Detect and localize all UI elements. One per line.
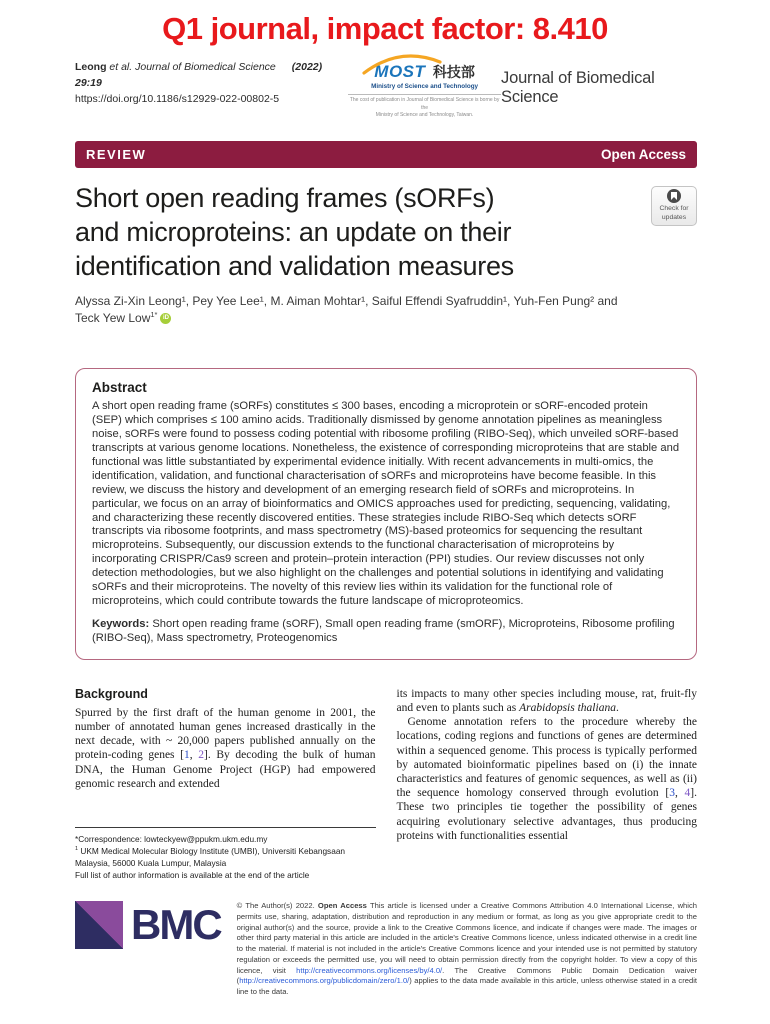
citation-block (75, 60, 348, 107)
abstract-body: A short open reading frame (sORFs) constitutes ≤ 300 bases, encoding a microprotein or sORF-encoded protein (SEP) which comprises ≤ 100 amino acids. Traditionally dismissed by genome annotation pipelines as meaningless noise, sORFs were found to possess coding potential with ribosome profiling (RIBO-Seq), which unveiled sORF-based transcripts at various genome locations. Nonetheless, the existence of corresponding microproteins that are stable and functional was little substantiated by experimental evidence initially. With recent advancements in multi-omics, the identification, validation, and functional characterisation of sORFs and microproteins have become feasible. In this review, we discuss the history and development of an emerging research field of sORFs and microproteins. In particular, we focus on an array of bioinformatics and OMICS approaches used for predicting, sequencing, validating, and characterizing these recently discovered entities. These strategies include RIBO-Seq which detects sORF transcripts via ribosome footprints, and mass spectrometry (MS)-based proteomics for sequencing the resultant microproteins. Subsequently, our discussion extends to the functional characterisation of microproteins by incorporating CRISPR/Cas9 screen and protein–protein interaction (PPI) studies. Our review discusses not only detection methodologies, but we also highlight on the challenges and potential solutions in identifying and validating sORFs and their microproteins. The novelty of this review lies within its validation for the functional role of microproteins, which could contribute towards the future landscape of microproteomics. (92, 400, 680, 607)
article-title: Short open reading frames (sORFs) and microproteins: an update on their identification and validation measures (75, 182, 514, 281)
check-updates-badge[interactable] (651, 186, 697, 226)
impact-factor-banner: Q1 journal, impact factor: 8.410 (162, 11, 608, 46)
authors-block (75, 293, 697, 328)
background-heading: Background (75, 686, 148, 701)
most-chinese-label: 科技部 (432, 64, 475, 80)
corresponding-author: Teck Yew Low (75, 310, 151, 325)
waiver-link[interactable]: http://creativecommons.org/publicdomain/zero/1.0/ (239, 976, 410, 986)
open-access-label: Open Access (600, 146, 686, 162)
check-updates-label2: updates (661, 213, 687, 221)
citation-issue: (2022) 29:19 (75, 61, 323, 89)
keywords-text: Short open reading frame (sORF), Small open reading frame (smORF), Microproteins, Ribosome profiling (RIBO-Seq), Mass spectrometry, Proteogenomics (92, 617, 675, 644)
citation-first-author: Leong (75, 61, 107, 73)
annotation-paragraph: Genome annotation refers to the procedure whereby the locations, coding regions and functions of genes are determined within a sequenced genome. This process is typically performed by automated bioinformatic pipelines based on (i) the innate characteristics and features of genomic sequences, as well as (ii) the sequence homology conserved through evolution [3, 4]. These two principles tie together the possibility of genes acquiring evolutionary selective advantages, thus producing proteins with functionalities essential (396, 716, 697, 842)
bmc-logo (75, 901, 221, 949)
page-header (75, 60, 697, 120)
abstract-box (75, 368, 697, 659)
most-swoosh-icon (360, 52, 452, 76)
author-info-note: Full list of author information is available at the end of the article (75, 869, 310, 880)
keywords-paragraph (92, 618, 680, 646)
left-column (75, 687, 376, 881)
citation-line (75, 60, 348, 92)
authors-line1: Alyssa Zi-Xin Leong¹, Pey Yee Lee¹, M. Aiman Mohtar¹, Saiful Effendi Syafruddin¹, Yuh-Fen Pung² and (75, 293, 618, 308)
page-footer (75, 901, 697, 998)
ref-link-1[interactable]: 1 (184, 749, 190, 762)
check-updates-label: Check for (659, 205, 689, 213)
keywords-label: Keywords: (92, 617, 153, 630)
orcid-icon[interactable]: iD (160, 313, 171, 324)
ref-link-2[interactable]: 2 (198, 749, 205, 762)
doi-link[interactable]: https://doi.org/10.1186/s12929-022-00802-5 (75, 92, 280, 105)
footnote-rule (75, 827, 376, 828)
correspondence-note[interactable]: *Correspondence: lowteckyew@ppukm.ukm.edu.my (75, 833, 268, 844)
species-name: Arabidopsis thaliana (519, 701, 616, 714)
continued-paragraph: its impacts to many other species including mouse, rat, fruit-fly and even to plants such as Arabidopsis thaliana. (396, 687, 697, 714)
body-columns (75, 687, 697, 881)
abstract-heading: Abstract (92, 380, 147, 396)
bmc-logo-icon (75, 901, 123, 949)
article-type-label: REVIEW (86, 146, 147, 162)
citation-journal: et al. Journal of Biomedical Science (106, 61, 276, 73)
most-ministry-label: Ministry of Science and Technology (371, 83, 479, 90)
ref-link-3[interactable]: 3 (669, 787, 675, 800)
open-access-bold: Open Access (317, 900, 367, 910)
license-link[interactable]: http://creativecommons.org/licenses/by/4.0/ (296, 965, 443, 975)
right-column (397, 687, 698, 881)
copyright-text: © The Author(s) 2022. Open Access This article is licensed under a Creative Commons Attribution 4.0 International License, which permits use, sharing, adaptation, distribution and reproduction in any medium or format, as long as you give appropriate credit to the original author(s) and the source, provide a link to the Creative Commons licence, and indicate if changes were made. The images or other third party material in this article are included in the article's Creative Commons licence, unless indicated otherwise in a credit line to the material. If material is not included in the article's Creative Commons licence and your intended use is not permitted by statutory regulation or exceeds the permitted use, you will need to obtain permission directly from the copyright holder. To view a copy of this licence, visit http://creativecommons.org/licenses/by/4.0/. The Creative Commons Public Domain Dedication waiver (http://creativecommons.org/publicdomain/zero/1.0/) applies to the data made available in this article, unless otherwise stated in a credit line to the data. (236, 900, 697, 997)
review-bar (75, 141, 697, 168)
affiliation-note: $^1$ UKM Medical Molecular Biology Institute (UMBI), Universiti Kebangsaan Malaysia, 56000 Kuala Lumpur, Malaysia (75, 845, 346, 868)
most-wordmark: MOST (374, 62, 426, 81)
background-paragraph: Spurred by the first draft of the human genome in 2001, the number of annotated human genes increased drastically in the next decade, with ~ 20,000 papers published annually on the protein-coding genes [1, 2]. By decoding the bulk of human DNA, the Human Genome Project (HGP) had empowered genomic research and extended (75, 706, 376, 790)
bmc-logo-text: BMC (131, 900, 221, 948)
most-caption: The cost of publication in Journal of Biomedical Science is borne by the Ministry of Science and Technology, Taiwan. (348, 94, 501, 120)
crossmark-icon (667, 189, 681, 203)
corresponding-author-sup: 1* (150, 309, 158, 319)
most-logo (348, 62, 501, 120)
ref-link-4[interactable]: 4 (684, 787, 691, 800)
journal-name: Journal of Biomedical Science (501, 69, 655, 106)
footnote-block (75, 827, 376, 881)
